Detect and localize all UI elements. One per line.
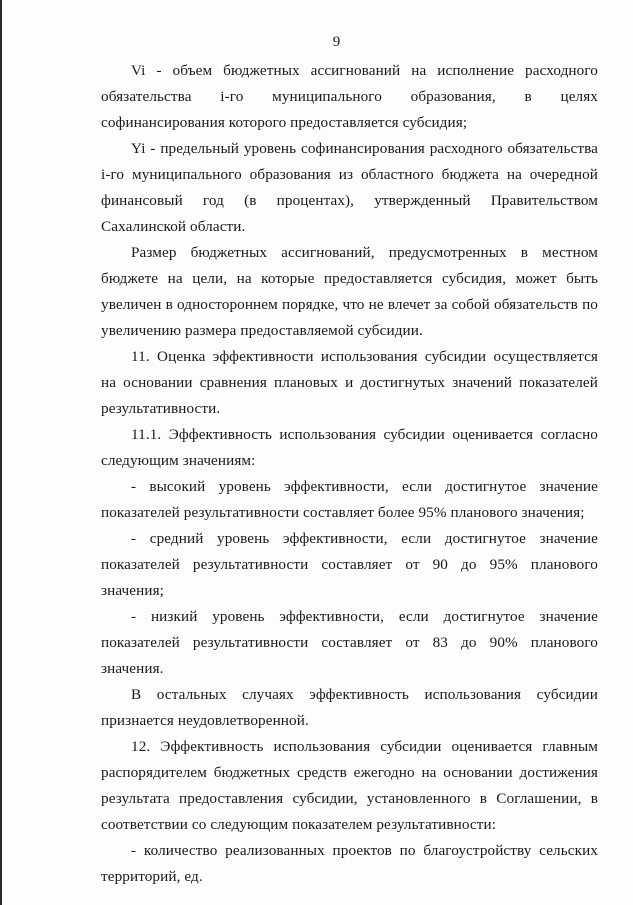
- paragraph-budget-increase: Размер бюджетных ассигнований, предусмотренных в местном бюджете на цели, на которые предоставляется субсидия, может быть увеличен в одностороннем порядке, что не влечет за собой обязательств по увеличению размера предоставляемой субсидии.: [101, 244, 598, 339]
- list-item-low-efficiency: - низкий уровень эффективности, если достигнутое значение показателей результативности составляет от 83 до 90% планового значения.: [101, 608, 598, 677]
- list-item-projects-count: - количество реализованных проектов по благоустройству сельских территорий, ед.: [101, 842, 598, 885]
- page-number: 9: [332, 34, 341, 50]
- scan-edge: [0, 0, 2, 905]
- paragraph-unsatisfactory: В остальных случаях эффективность использования субсидии признается неудовлетворенной.: [101, 686, 598, 729]
- document-body: [101, 58, 598, 890]
- paragraph-section-11-1: 11.1. Эффективность использования субсидии оценивается согласно следующим значениям:: [101, 426, 598, 469]
- paragraph-vi-definition: Vi - объем бюджетных ассигнований на исполнение расходного обязательства i-го муниципального образования, в целях софинансирования которого предоставляется субсидия;: [101, 62, 598, 131]
- list-item-medium-efficiency: - средний уровень эффективности, если достигнутое значение показателей результативности составляет от 90 до 95% планового значения;: [101, 530, 598, 599]
- paragraph-yi-definition: Yi - предельный уровень софинансирования расходного обязательства i-го муниципального образования из областного бюджета на очередной финансовый год (в процентах), утвержденный Правительством Сахалинской области.: [101, 140, 598, 235]
- list-item-high-efficiency: - высокий уровень эффективности, если достигнутое значение показателей результативности составляет более 95% планового значения;: [101, 478, 598, 521]
- paragraph-section-12: 12. Эффективность использования субсидии оценивается главным распорядителем бюджетных средств ежегодно на основании достижения результата предоставления субсидии, установленного в Соглашении, в соответствии со следующим показателем результативности:: [101, 738, 598, 833]
- paragraph-section-11: 11. Оценка эффективности использования субсидии осуществляется на основании сравнения плановых и достигнутых значений показателей результативности.: [101, 348, 598, 417]
